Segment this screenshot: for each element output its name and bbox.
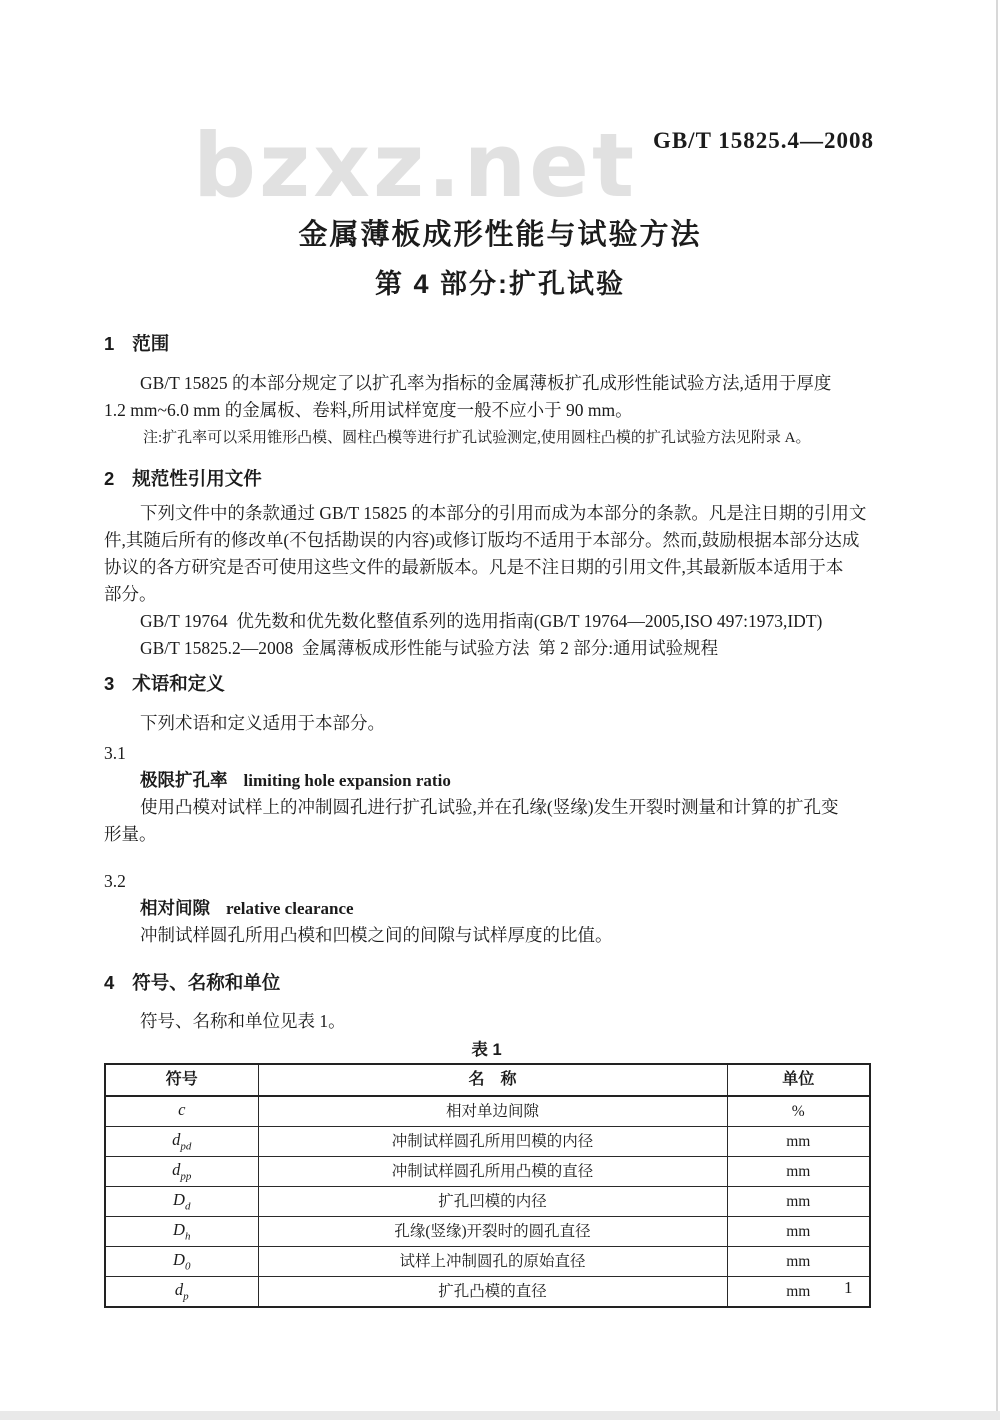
term-2-number: 3.2: [104, 871, 126, 891]
document-title: [0, 212, 1000, 301]
scope-paragraph-line2: 1.2 mm~6.0 mm 的金属板、卷料,所用试样宽度一般不应小于 90 mm。: [104, 400, 633, 420]
document-title-line1: 金属薄板成形性能与试验方法: [298, 219, 702, 251]
section-4-heading: [104, 969, 886, 996]
scan-bottom-edge: [0, 1411, 1000, 1420]
symbol-name: 冲制试样圆孔所用凹模的内径: [258, 1127, 727, 1157]
page-number: 1: [844, 1278, 853, 1297]
document-title-line2: 第 4 部分:扩孔试验: [374, 269, 625, 299]
section-3-title: 术语和定义: [132, 673, 225, 694]
table-row: [105, 1217, 870, 1247]
symbol-unit: mm: [727, 1187, 870, 1217]
references-paragraph-line1: 下列文件中的条款通过 GB/T 15825 的本部分的引用而成为本部分的条款。凡是注日期的引用文: [140, 503, 867, 523]
symbols-intro: 符号、名称和单位见表 1。: [140, 1011, 346, 1031]
term-1-entry: [104, 767, 886, 794]
scan-right-edge: [996, 0, 998, 1412]
references-paragraph-line4: 部分。: [104, 584, 157, 604]
symbol-name: 孔缘(竖缘)开裂时的圆孔直径: [258, 1217, 727, 1247]
terms-intro: 下列术语和定义适用于本部分。: [140, 713, 385, 733]
document-body: [104, 330, 886, 1308]
section-3-heading: [104, 670, 886, 697]
term-2-entry: [104, 895, 886, 922]
symbol-unit: mm: [727, 1277, 870, 1308]
symbol-unit: mm: [727, 1217, 870, 1247]
symbol-d-pp: $d_{pp}$: [172, 1159, 192, 1183]
section-2-title: 规范性引用文件: [132, 468, 262, 489]
section-1-number: 1: [104, 333, 115, 354]
table-row: [105, 1127, 870, 1157]
table-header-symbol: 符号: [105, 1064, 258, 1096]
scope-note: 注:扩孔率可以采用锥形凸模、圆柱凸模等进行扩孔试验测定,使用圆柱凸模的扩孔试验方法见附录 A。: [143, 430, 811, 446]
table-row: [105, 1096, 870, 1127]
standard-number: GB/T 15825.4—2008: [652, 128, 874, 153]
symbol-name: 试样上冲制圆孔的原始直径: [258, 1247, 727, 1277]
term-2-english: relative clearance: [226, 899, 354, 918]
section-1-title: 范围: [132, 333, 170, 354]
symbol-unit: mm: [727, 1157, 870, 1187]
term-1-definition-line2: 形量。: [104, 824, 157, 844]
symbol-name: 扩孔凸模的直径: [258, 1277, 727, 1308]
symbol-name: 相对单边间隙: [258, 1096, 727, 1127]
section-4-number: 4: [104, 972, 115, 993]
symbol-D-h: $D_h$: [173, 1219, 191, 1243]
reference-item-1: GB/T 19764 优先数和优先数化整值系列的选用指南(GB/T 19764—2005,ISO 497:1973,IDT): [140, 611, 823, 631]
symbol-d-pd: $d_{pd}$: [172, 1129, 192, 1153]
symbol-unit: %: [727, 1096, 870, 1127]
table-row: [105, 1277, 870, 1308]
table-1-caption: 表 1: [471, 1041, 502, 1059]
table-header-row: [105, 1064, 870, 1096]
term-1-definition-line1: 使用凸模对试样上的冲制圆孔进行扩孔试验,并在孔缘(竖缘)发生开裂时测量和计算的扩孔变: [140, 797, 839, 817]
references-paragraph-line3: 协议的各方研究是否可使用这些文件的最新版本。凡是不注日期的引用文件,其最新版本适用于本: [104, 557, 844, 577]
symbol-name: 扩孔凹模的内径: [258, 1187, 727, 1217]
section-2-heading: [104, 465, 886, 492]
symbol-c: c: [178, 1099, 186, 1119]
references-paragraph-line2: 件,其随后所有的修改单(不包括勘误的内容)或修订版均不适用于本部分。然而,鼓励根据本部分达成: [104, 530, 860, 550]
table-row: [105, 1247, 870, 1277]
watermark-text: bzxz.net: [193, 114, 638, 217]
symbols-table: [104, 1063, 871, 1308]
section-2-number: 2: [104, 468, 115, 489]
symbol-name: 冲制试样圆孔所用凸模的直径: [258, 1157, 727, 1187]
table-row: [105, 1157, 870, 1187]
table-header-unit: 单位: [727, 1064, 870, 1096]
section-3-number: 3: [104, 673, 115, 694]
reference-item-2: GB/T 15825.2—2008 金属薄板成形性能与试验方法 第 2 部分:通用试验规程: [140, 638, 719, 658]
symbol-D-0: $D_0$: [173, 1249, 191, 1273]
term-1-number: 3.1: [104, 743, 126, 763]
symbol-D-d: $D_d$: [173, 1189, 191, 1213]
term-2-chinese: 相对间隙: [140, 898, 210, 918]
term-1-english: limiting hole expansion ratio: [243, 771, 451, 790]
symbol-unit: mm: [727, 1247, 870, 1277]
section-1-heading: [104, 330, 886, 357]
symbol-d-p: $d_p$: [174, 1279, 189, 1303]
table-row: [105, 1187, 870, 1217]
symbol-unit: mm: [727, 1127, 870, 1157]
term-1-chinese: 极限扩孔率: [140, 770, 228, 790]
term-2-definition: 冲制试样圆孔所用凸模和凹模之间的间隙与试样厚度的比值。: [140, 925, 613, 945]
table-header-name: 名 称: [258, 1064, 727, 1096]
section-4-title: 符号、名称和单位: [132, 972, 281, 993]
scope-paragraph-line1: GB/T 15825 的本部分规定了以扩孔率为指标的金属薄板扩孔成形性能试验方法,适用于厚度: [140, 373, 832, 393]
